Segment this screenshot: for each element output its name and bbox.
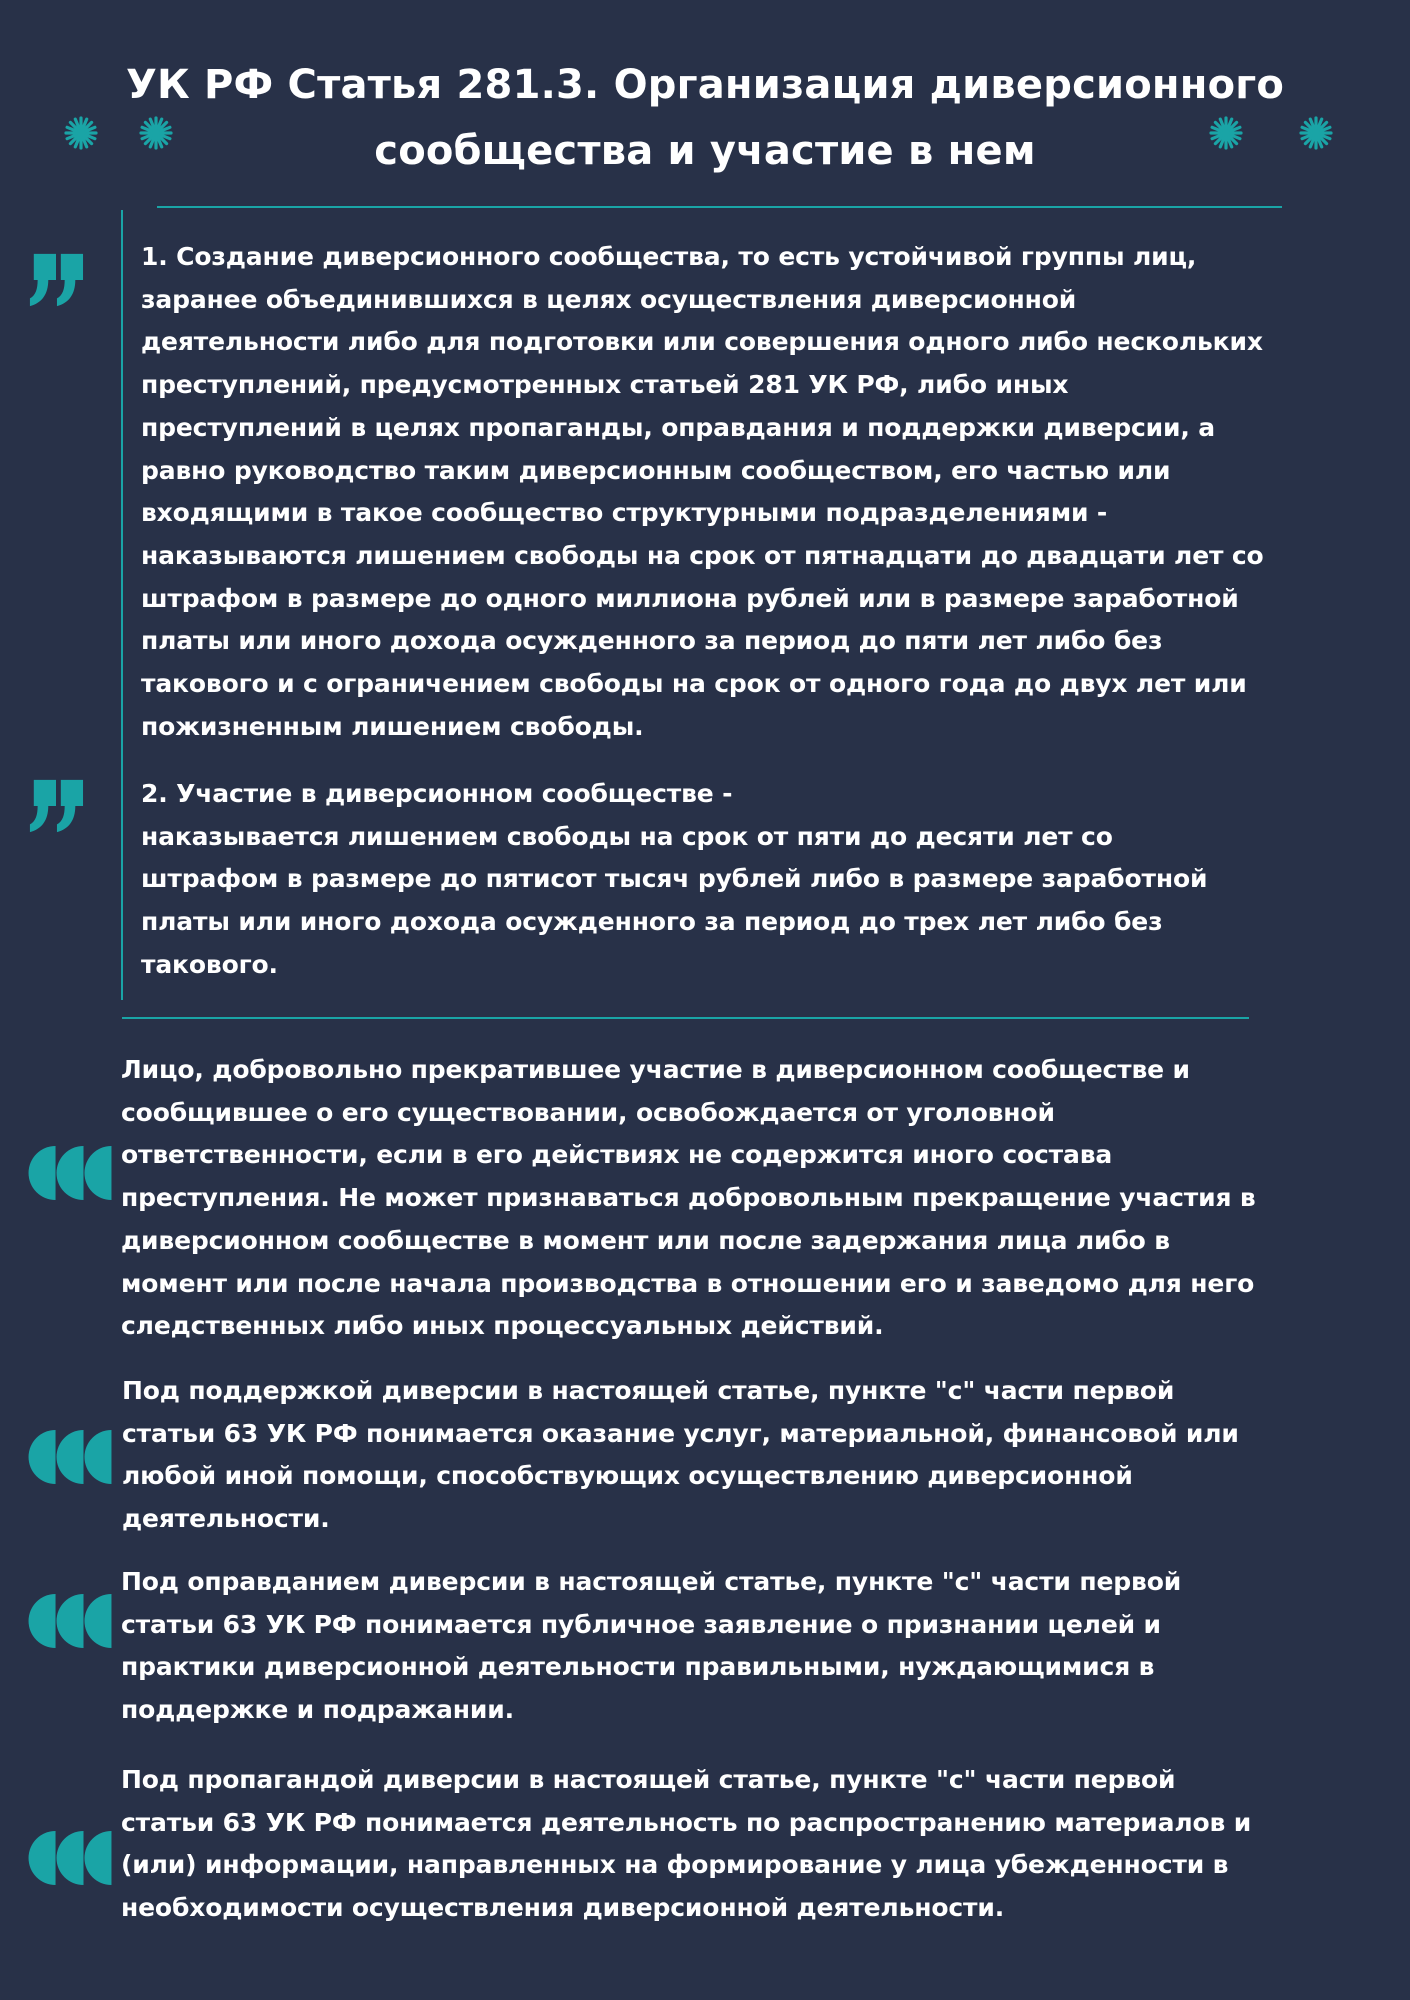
text-line: статьи 63 УК РФ понимается оказание услуг, материальной, финансовой или [122, 1418, 1239, 1448]
text-line: наказывается лишением свободы на срок от пяти до десяти лет со [141, 821, 1113, 851]
text-line: штрафом в размере до одного миллиона рублей или в размере заработной [141, 583, 1239, 613]
text-line: статьи 63 УК РФ понимается деятельность по распространению материалов и [121, 1807, 1252, 1837]
snowflake-star-icon [64, 116, 98, 150]
note-justification-definition [121, 1561, 1181, 1732]
article-part-2 [141, 773, 1207, 987]
text-line: диверсионном сообществе в момент или после задержания лица либо в [121, 1225, 1170, 1255]
text-line: статьи 63 УК РФ понимается публичное заявление о признании целей и [121, 1609, 1161, 1639]
block-quote-icon [28, 778, 84, 834]
title-line: сообщества и участие в нем [374, 128, 1036, 174]
text-line: равно руководство таким диверсионным сообществом, его частью или [141, 455, 1171, 485]
text-line: входящими в такое сообщество структурными подразделениями - [141, 498, 1108, 528]
header-divider [157, 206, 1282, 208]
text-line: пожизненным лишением свободы. [141, 711, 644, 741]
section-divider [122, 1017, 1249, 1019]
text-line: (или) информации, направленных на формирование у лица убежденности в [121, 1850, 1229, 1880]
text-line: 1. Создание диверсионного сообщества, то есть устойчивой группы лиц, [141, 242, 1197, 271]
text-line: Под поддержкой диверсии в настоящей статье, пункте "с" части первой [122, 1376, 1175, 1405]
text-line: преступлений, предусмотренных статьей 281 УК РФ, либо иных [141, 370, 1069, 400]
text-line: 2. Участие в диверсионном сообществе - [141, 779, 733, 808]
text-line: практики диверсионной деятельности правильными, нуждающимися в [121, 1652, 1155, 1682]
article-border [121, 210, 123, 1000]
text-line: преступлений в целях пропаганды, оправдания и поддержки диверсии, а [141, 412, 1216, 442]
semicircle-quote-icon [28, 1831, 112, 1885]
page-title [110, 52, 1300, 184]
text-line: платы или иного дохода осужденного за период до пяти лет либо без [141, 626, 1163, 656]
text-line: ответственности, если в его действиях не содержится иного состава [121, 1140, 1113, 1170]
text-line: сообщившее о его существовании, освобождается от уголовной [121, 1097, 1055, 1127]
text-line: следственных либо иных процессуальных действий. [121, 1311, 884, 1341]
text-line: такового. [141, 949, 278, 979]
block-quote-icon [28, 252, 84, 308]
text-line: заранее объединившихся в целях осуществления диверсионной [141, 284, 1077, 314]
text-line: платы или иного дохода осужденного за период до трех лет либо без [141, 907, 1163, 937]
text-line: наказываются лишением свободы на срок от пятнадцати до двадцати лет со [141, 540, 1264, 570]
note-voluntary-exemption [121, 1049, 1256, 1348]
semicircle-quote-icon [28, 1430, 112, 1484]
text-line: Под пропагандой диверсии в настоящей статье, пункте "с" части первой [121, 1765, 1176, 1794]
text-line: деятельности либо для подготовки или совершения одного либо нескольких [141, 327, 1263, 357]
text-line: Лицо, добровольно прекратившее участие в диверсионном сообществе и [121, 1055, 1190, 1084]
text-line: момент или после начала производства в отношении его и заведомо для него [121, 1268, 1255, 1298]
text-line: такового и с ограничением свободы на срок от одного года до двух лет или [141, 669, 1247, 699]
title-line: УК РФ Статья 281.3. Организация диверсионного [125, 62, 1285, 108]
semicircle-quote-icon [28, 1146, 112, 1200]
note-support-definition [122, 1370, 1239, 1541]
text-line: деятельности. [122, 1504, 330, 1534]
text-line: Под оправданием диверсии в настоящей статье, пункте "с" части первой [121, 1567, 1182, 1596]
note-propaganda-definition [121, 1759, 1251, 1930]
text-line: преступления. Не может признаваться добровольным прекращение участия в [121, 1183, 1256, 1213]
text-line: любой иной помощи, способствующих осуществлению диверсионной [122, 1461, 1133, 1491]
article-part-1 [141, 236, 1264, 748]
text-line: необходимости осуществления диверсионной деятельности. [121, 1893, 1005, 1923]
snowflake-star-icon [1299, 116, 1333, 150]
text-line: штрафом в размере до пятисот тысяч рублей либо в размере заработной [141, 864, 1208, 894]
semicircle-quote-icon [28, 1594, 112, 1648]
text-line: поддержке и подражании. [121, 1695, 514, 1725]
